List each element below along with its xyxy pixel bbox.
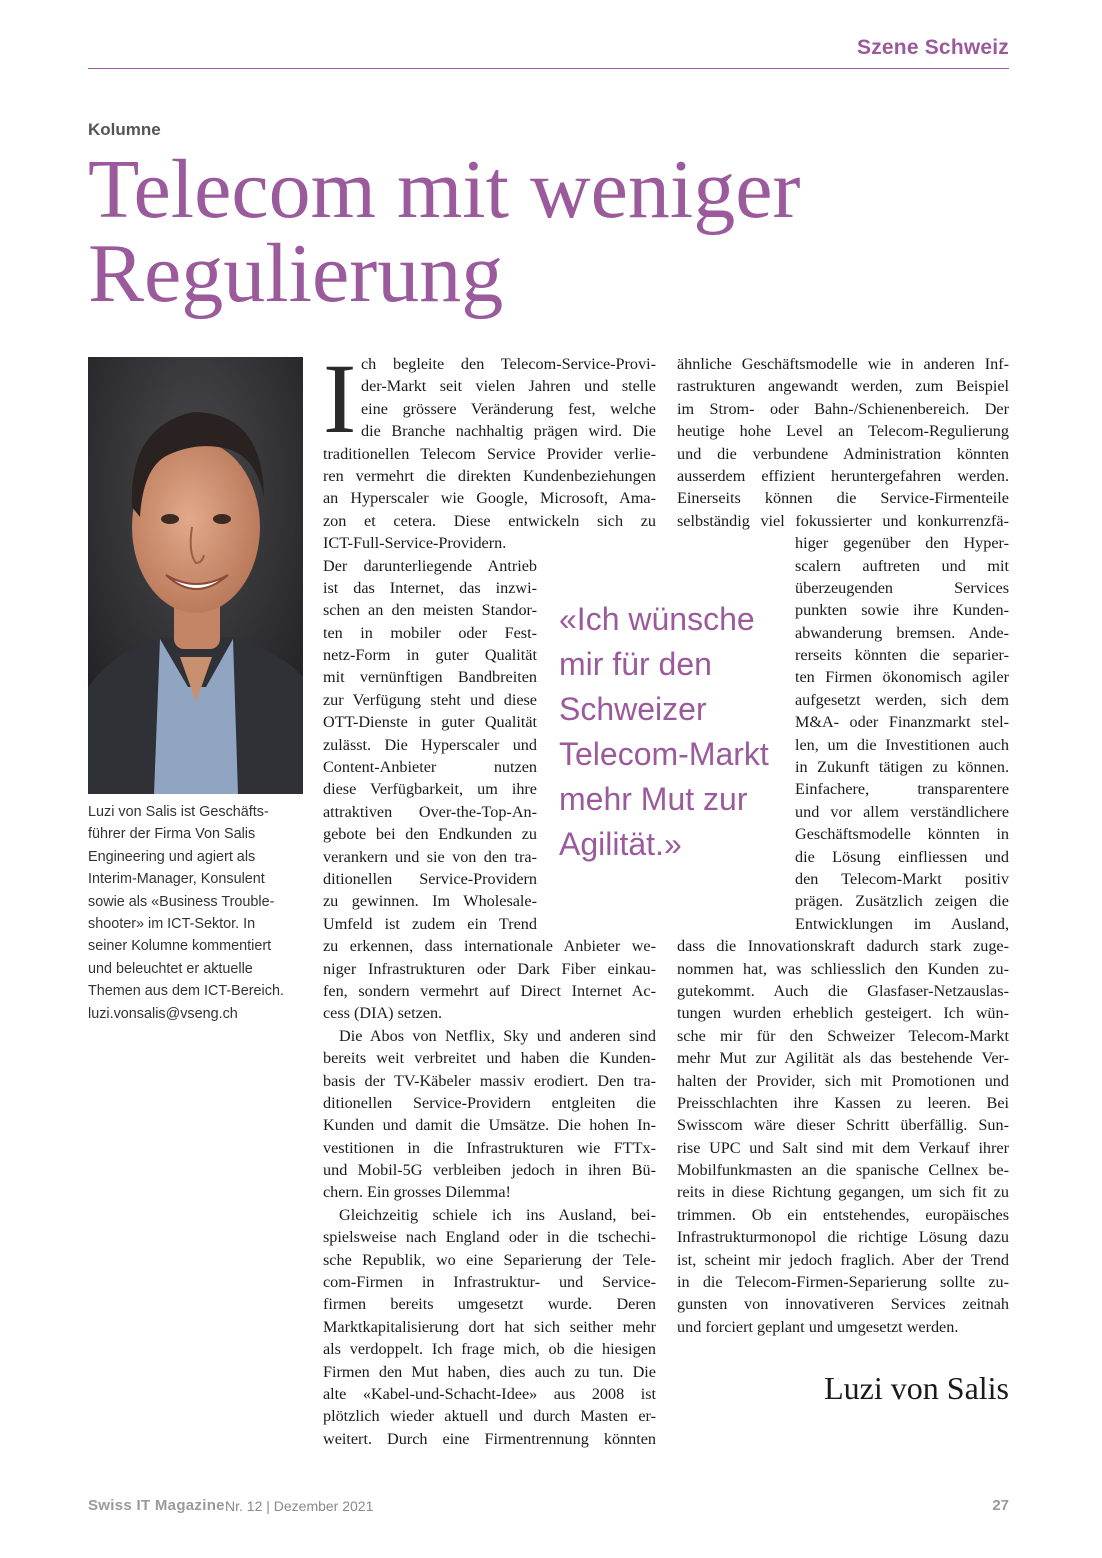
body-text-line: ist das Internet, das inzwi-: [323, 578, 537, 597]
pull-quote-line: mehr Mut zur: [559, 781, 748, 817]
section-label: Szene Schweiz: [857, 36, 1009, 59]
body-text-line: ditionellen Service-Providern: [323, 869, 537, 888]
body-text-line: reits in diese Richtung gegangen, um sich fit zu: [677, 1183, 1009, 1202]
body-text-line: ausserdem effizient heruntergefahren werden.: [677, 466, 1009, 485]
body-text-line: niger Infrastrukturen oder Dark Fiber einkau-: [323, 959, 656, 978]
body-text-line: alte «Kabel-und-Schacht-Idee» aus 2008 ist: [323, 1384, 656, 1403]
body-text-line: sche mir für den Schweizer Telecom-Markt: [677, 1026, 1009, 1045]
body-text-line: tungen wurden erheblich gesteigert. Ich wün-: [677, 1004, 1009, 1023]
article-title: [88, 143, 988, 320]
body-text-line: zon et cetera. Diese entwickeln sich zu: [323, 511, 656, 530]
caption-line: Luzi von Salis ist Geschäfts-: [88, 804, 269, 820]
author-email-link[interactable]: luzi.vonsalis@vseng.ch: [88, 1005, 238, 1022]
body-text-line: Gleichzeitig schiele ich ins Ausland, bei-: [339, 1205, 656, 1224]
body-text-line: prägen. Zusätzlich zeigen die: [795, 892, 1009, 911]
footer-magazine-name: Swiss IT Magazine: [88, 1497, 225, 1514]
body-text-line: überzeugenden Services: [795, 578, 1009, 597]
article-title-line-2: Regulierung: [88, 227, 504, 320]
body-text-line: punkten sowie ihre Kunden-: [795, 601, 1009, 620]
body-text-line: com-Firmen in Infrastruktur- und Service-: [323, 1273, 656, 1292]
body-text-line: zu gewinnen. Im Wholesale-: [323, 892, 537, 911]
body-text-line: scalern auftreten und mit: [795, 556, 1009, 575]
caption-line: Themen aus dem ICT-Bereich.: [88, 983, 284, 1000]
body-text-line: mehr Mut zur Agilität als das bestehende Ver-: [677, 1049, 1009, 1068]
body-text-line: fen, sondern vermehrt auf Direct Internet Ac-: [323, 981, 656, 1000]
body-text-line: und vor allem verständlichere: [795, 802, 1009, 821]
body-text-line: weitert. Durch eine Firmentrennung könnten: [323, 1429, 656, 1448]
body-text-line: Infrastrukturmonopol die richtige Lösung dazu: [677, 1228, 1009, 1247]
body-text-line: Firmen den Mut haben, dies auch zu tun. Die: [323, 1362, 656, 1381]
body-text-line: Einfachere, transparentere: [795, 780, 1009, 799]
body-text-line: ten Firmen ökonomisch agiler: [795, 668, 1009, 687]
body-text-line: halten der Provider, sich mit Promotionen und: [677, 1071, 1009, 1090]
caption-line: führer der Firma Von Salis: [88, 826, 256, 843]
caption-line: Engineering und agiert als: [88, 848, 256, 865]
body-text-line: ähnliche Geschäftsmodelle wie in anderen Inf-: [677, 355, 1009, 373]
body-text-line: eine grössere Veränderung fest, welche: [361, 399, 656, 418]
body-text-line: Die Abos von Netflix, Sky und anderen sind: [339, 1026, 656, 1045]
body-text-line: Mobilfunkmasten an die spanische Cellnex be-: [677, 1161, 1009, 1180]
caption-line: seiner Kolumne kommentiert: [88, 938, 272, 955]
body-text-line: Entwicklungen im Ausland,: [795, 914, 1009, 933]
body-text-line: heutige hohe Level an Telecom-Regulierung: [677, 422, 1009, 441]
body-text-line: Preisschlachten ihre Kassen zu leeren. Bei: [677, 1093, 1009, 1112]
body-text-line: und Mobil-5G verbleiben jedoch in ihren Bü-: [323, 1161, 656, 1180]
body-text-line: vestitionen in die Infrastrukturen wie FTTx-: [323, 1138, 656, 1157]
footer-issue: Nr. 12 | Dezember 2021: [225, 1498, 374, 1514]
body-text-line: in Zukunft tätigen zu können.: [795, 758, 1009, 777]
caption-line: und beleuchtet er aktuelle: [88, 960, 253, 977]
body-text-line: sche Republik, wo eine Separierung der Tele-: [323, 1250, 656, 1269]
body-text-line: im Strom- oder Bahn-/Schienenbereich. Der: [677, 399, 1009, 418]
body-text-line: an Hyperscaler wie Google, Microsoft, Ama-: [323, 489, 656, 508]
pull-quote-line: Schweizer: [559, 691, 707, 727]
body-text-line: spielsweise nach England oder in die tschechi-: [323, 1228, 656, 1247]
author-signature: Luzi von Salis: [824, 1370, 1009, 1406]
body-text-line: Kunden und damit die Umsätze. Die hohen In-: [323, 1116, 656, 1135]
pull-quote-line: mir für den: [559, 646, 712, 682]
body-text-line: den Telecom-Markt positiv: [795, 869, 1009, 888]
body-text-line: trimmen. Ob ein entstehendes, europäisches: [677, 1205, 1009, 1224]
body-text-line: Content-Anbieter nutzen: [323, 758, 537, 777]
body-text-line: Swisscom wäre dieser Schritt überfällig. Sun-: [677, 1116, 1009, 1135]
body-text-line: traditionellen Telecom Service Provider verlie-: [323, 444, 656, 463]
article-kicker: Kolumne: [88, 120, 161, 139]
body-text-line: zu erkennen, dass internationale Anbieter we-: [323, 937, 656, 956]
body-text-line: gunsten von innovativeren Services zeitnah: [677, 1295, 1009, 1314]
pull-quote-line: Agilität.»: [559, 826, 682, 862]
body-text-line: gebote bei den Endkunden zu: [323, 825, 537, 844]
caption-line: Interim-Manager, Konsulent: [88, 871, 265, 888]
body-text-line: rise UPC und Salt sind mit dem Verkauf ihrer: [677, 1138, 1009, 1157]
article-title-line-1: Telecom mit weniger: [88, 143, 801, 236]
body-text-line: firmen bereits umgesetzt wurde. Deren: [323, 1295, 656, 1314]
body-text-line: die Lösung einfliessen und: [795, 847, 1009, 866]
body-text-line: und forciert geplant und umgesetzt werden.: [677, 1317, 959, 1336]
article-column-1: [323, 343, 656, 1450]
body-text-line: der-Markt seit vielen Jahren und stelle: [361, 377, 656, 396]
body-text-line: ch begleite den Telecom-Service-Provi-: [361, 355, 656, 373]
body-text-line: verankern und sie von den tra-: [323, 847, 537, 866]
pull-quote-line: «Ich wünsche: [559, 601, 755, 637]
body-text-line: plötzlich wieder aktuell und durch Masten er-: [323, 1407, 656, 1426]
body-text-line: diese Verfügbarkeit, um ihre: [323, 780, 537, 799]
body-text-line: rerseits könnten die separier-: [795, 646, 1009, 665]
body-text-line: basis der TV-Käbeler massiv erodiert. Den tra-: [323, 1071, 656, 1090]
body-text-line: schen an den meisten Standor-: [323, 601, 537, 620]
header-divider: [88, 68, 1009, 69]
body-text-line: zulässt. Die Hyperscaler und: [323, 735, 537, 754]
page-number: 27: [992, 1497, 1009, 1514]
body-text-line: Marktkapitalisierung dort hat sich seither mehr: [323, 1317, 656, 1336]
body-text-line: rastrukturen angewandt werden, zum Beispiel: [677, 377, 1009, 396]
body-text-line: und die verbundene Administration könnten: [677, 444, 1009, 463]
body-text-line: Umfeld ist zudem ein Trend: [323, 914, 537, 933]
body-text-line: dass die Innovationskraft dadurch stark zuge-: [677, 937, 1009, 956]
body-text-line: mit vernünftigen Bandbreiten: [323, 668, 537, 687]
body-text-line: Einerseits können die Service-Firmenteile: [677, 489, 1009, 508]
author-caption: [88, 801, 302, 1025]
body-text-line: netz-Form in guter Qualität: [323, 646, 537, 665]
body-text-line: in die Telecom-Firmen-Separierung sollte zu-: [677, 1273, 1009, 1292]
body-text-line: M&A- oder Finanzmarkt stel-: [795, 713, 1009, 732]
body-text-line: aufgesetzt werden, sich dem: [795, 690, 1009, 709]
body-text-line: attraktiven Over-the-Top-An-: [323, 802, 537, 821]
body-text-line: ICT-Full-Service-Providern.: [323, 534, 507, 553]
body-text-line: higer gegenüber den Hyper-: [795, 534, 1009, 553]
pull-quote-line: Telecom-Markt: [559, 736, 769, 772]
body-text-line: OTT-Dienste in guter Qualität: [323, 713, 537, 732]
body-text-line: ren vermehrt die direkten Kundenbeziehungen: [323, 466, 656, 485]
body-text-line: nommen hat, was schliesslich den Kunden zu-: [677, 959, 1009, 978]
body-text-line: chern. Ein grosses Dilemma!: [323, 1183, 511, 1202]
body-text-line: abwanderung bremsen. Ande-: [795, 623, 1009, 642]
body-text-line: bereits weit verbreitet und haben die Kunden-: [323, 1049, 656, 1068]
body-text-line: selbständig viel fokussierter und konkurrenzfä-: [677, 511, 1009, 530]
body-text-line: cess (DIA) setzen.: [323, 1004, 443, 1023]
body-text-line: Der darunterliegende Antrieb: [323, 556, 537, 575]
author-photo: [88, 357, 303, 794]
body-text-line: len, um die Investitionen auch: [795, 735, 1009, 754]
drop-cap: I: [323, 343, 357, 454]
body-text-line: zur Verfügung steht und diese: [323, 690, 537, 709]
pull-quote: [559, 597, 769, 867]
body-text-line: ten in mobiler oder Fest-: [323, 623, 537, 642]
caption-line: sowie als «Business Trouble-: [88, 893, 275, 910]
caption-line: shooter» im ICT-Sektor. In: [88, 916, 256, 933]
body-text-line: gutekommt. Auch die Glasfaser-Netzauslas-: [677, 981, 1009, 1000]
body-text-line: als verdoppelt. Ich frage mich, ob die hiesigen: [323, 1340, 656, 1359]
body-text-line: Geschäftsmodelle könnten in: [795, 825, 1009, 844]
body-text-line: ditionellen Service-Providern entgleiten die: [323, 1093, 656, 1112]
body-text-line: ist, scheint mir jedoch fraglich. Aber der Trend: [677, 1250, 1009, 1269]
body-text-line: die Branche nachhaltig prägen wird. Die: [361, 422, 656, 441]
